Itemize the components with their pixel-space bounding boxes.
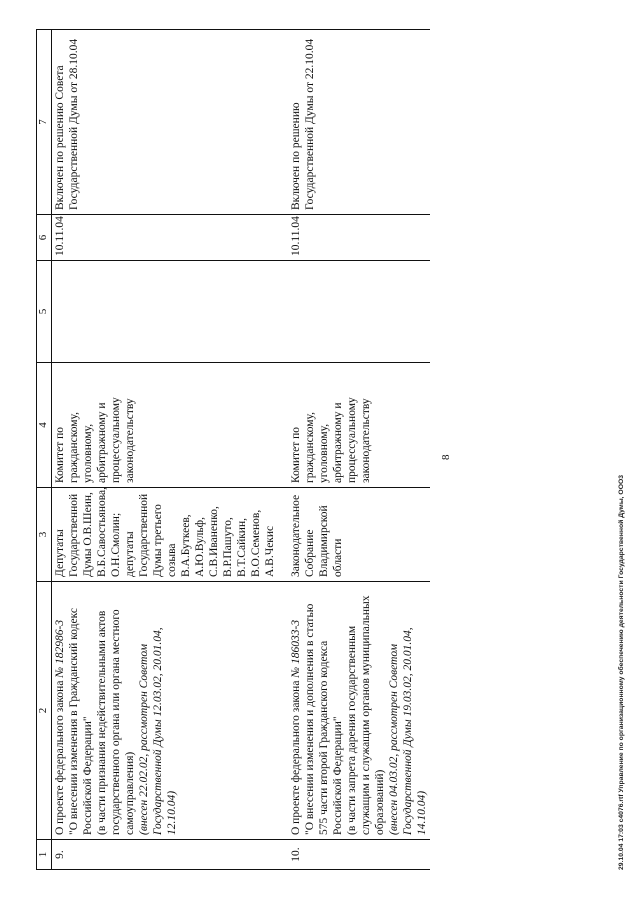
row-number: 10. bbox=[288, 840, 430, 870]
initiators: Депутаты Государственной Думы О.В.Шеин, В.Б.Савостьянова, О.Н.Смолин; депутаты Государственной Думы третьего созыва В.А.Буткеев, А.Ю.Вульф, С.В.Иваненко, В.Р.Пашуто, В.Т.Сайкин, В.О.Семенов, А.В.Чекис bbox=[52, 488, 279, 582]
col-header-3: 3 bbox=[37, 488, 52, 582]
committee: Комитет по гражданскому, уголовному, арбитражному и процессуальному законодательству bbox=[52, 363, 279, 488]
table-row bbox=[52, 30, 279, 870]
table-row bbox=[288, 30, 430, 870]
bill-title-prefix: О проекте федерального закона bbox=[54, 677, 66, 835]
col-header-7: 7 bbox=[37, 30, 52, 215]
page-footer: 29.10.04 17:03 c4076.rtf Управление по организационному обеспечению деятельности Государственной Думы, ООО3 bbox=[618, 474, 625, 870]
bill-title: "О внесении изменения и дополнения в статью 575 части второй Гражданского кодекса Российской Федерации" bbox=[304, 603, 345, 835]
initiators: Законодательное Собрание Владимирской области bbox=[288, 488, 430, 582]
row-number: 9. bbox=[52, 840, 279, 870]
col-header-2: 2 bbox=[37, 582, 52, 840]
col5-cell bbox=[288, 261, 430, 363]
bill-number: № 186033-3 bbox=[290, 619, 303, 678]
bill-title: "О внесении изменения в Гражданский кодекс Российской Федерации" bbox=[68, 608, 95, 835]
col-header-4: 4 bbox=[37, 363, 52, 488]
bill-description bbox=[288, 582, 430, 840]
bill-note: (внесен 22.02.02, рассмотрен Советом Государственной Думы 12.03.02, 20.01.04, 12.10.04) bbox=[138, 627, 179, 835]
bill-number: № 182986-3 bbox=[54, 619, 66, 678]
bill-note: (внесен 04.03.02, рассмотрен Советом Государственной Думы 19.03.02, 20.01.04, 14.10.04) bbox=[388, 627, 429, 835]
committee: Комитет по гражданскому, уголовному, арбитражному и процессуальному законодательству bbox=[288, 363, 430, 488]
col5-cell bbox=[52, 261, 279, 363]
col-header-6: 6 bbox=[37, 215, 52, 261]
col-header-1: 1 bbox=[37, 840, 52, 870]
date: 10.11.04 bbox=[288, 215, 430, 261]
col-header-5: 5 bbox=[37, 261, 52, 363]
status: Включен по решению Государственной Думы от 22.10.04 bbox=[288, 30, 430, 215]
bill-title-prefix: О проекте федерального закона bbox=[290, 677, 303, 835]
page-number: 8 bbox=[440, 454, 452, 460]
bills-table bbox=[36, 29, 430, 870]
date: 10.11.04 bbox=[52, 215, 279, 261]
row-spacer bbox=[278, 30, 288, 870]
header-row bbox=[37, 30, 52, 870]
status: Включен по решению Совета Государственной Думы от 28.10.04 bbox=[52, 30, 279, 215]
bill-detail: (в части запрета дарения государственным служащим и служащим органов муниципальных образований) bbox=[346, 595, 387, 835]
bill-detail: (в части признания недействительными актов государственного органа или органа местного самоуправления) bbox=[96, 609, 137, 835]
bill-description bbox=[52, 582, 279, 840]
